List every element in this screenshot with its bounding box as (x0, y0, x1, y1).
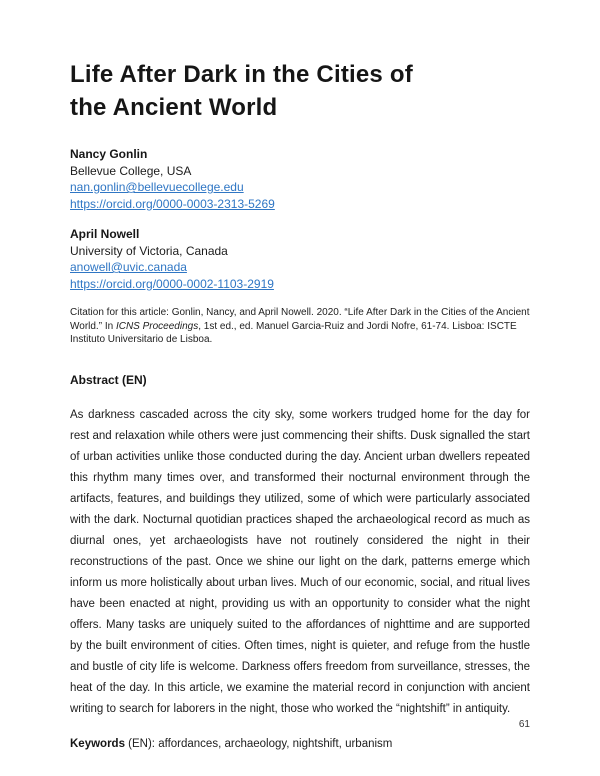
author-name: April Nowell (70, 227, 140, 241)
abstract-heading: Abstract (EN) (70, 372, 147, 387)
citation-suffix: , 1st ed., ed. Manuel Garcia-Ruiz and Jordi Nofre, 61-74. Lisboa: ISCTE Instituto Universitario de Lisboa. (70, 320, 517, 345)
citation-journal-name: ICNS Proceedings (115, 320, 199, 332)
paper-title (70, 58, 530, 124)
paper-title-line-2: the Ancient World (70, 94, 278, 121)
author-block-1 (70, 146, 530, 212)
keywords-line (70, 734, 530, 755)
abstract-text: As darkness cascaded across the city sky, some workers trudged home for the day for rest and relaxation while others were just commencing their shifts. Dusk signalled the start of urban activities unlike those conducted during the day. Ancient urban dwellers repeated this rhythm many times over, and transformed their nocturnal environment through the artifacts, features, and buildings they utilized, some of which were particularly associated with the dark. Nocturnal quotidian practices shaped the archaeological record as much as diurnal ones, yet archaeologists have not routinely considered the night in their reconstructions of the past. Once we shine our light on the dark, patterns emerge which inform us more holistically about urban lives. Much of our economic, social, and ritual lives have been enacted at night, providing us with an opportunity to consider what the night offers. Many tasks are uniquely suited to the affordances of nighttime and are supported by the built environment of cities. Often times, night is quieter, and refuge from the hustle and bustle of city life is welcome. Darkness offers freedom from surveillance, stresses, the heat of the day. In this article, we examine the material record in conjunction with ancient writing to search for laborers in the night, those who worked the “nightshift” in antiquity. (70, 408, 530, 715)
author-email-link[interactable]: nan.gonlin@bellevuecollege.edu (70, 180, 244, 194)
citation-prefix: Citation for this article: Gonlin, Nancy, and April Nowell. 2020. “Life After Dark in the Cities of the Ancient World.” In (70, 307, 530, 332)
keywords-list: (EN): affordances, archaeology, nightshift, urbanism (124, 737, 393, 750)
author-orcid-link[interactable]: https://orcid.org/0000-0003-2313-5269 (70, 196, 275, 211)
page-number: 61 (518, 719, 530, 730)
paper-title-line-1: Life After Dark in the Cities of (70, 61, 413, 88)
author-affiliation: Bellevue College, USA (70, 163, 192, 178)
author-name: Nancy Gonlin (70, 147, 148, 161)
author-block-2 (70, 226, 530, 292)
author-orcid-link[interactable]: https://orcid.org/0000-0002-1103-2919 (70, 276, 274, 291)
citation-note (70, 306, 530, 347)
author-affiliation: University of Victoria, Canada (70, 243, 228, 258)
author-email-link[interactable]: anowell@uvic.canada (70, 260, 187, 274)
keywords-label: Keywords (70, 737, 125, 750)
